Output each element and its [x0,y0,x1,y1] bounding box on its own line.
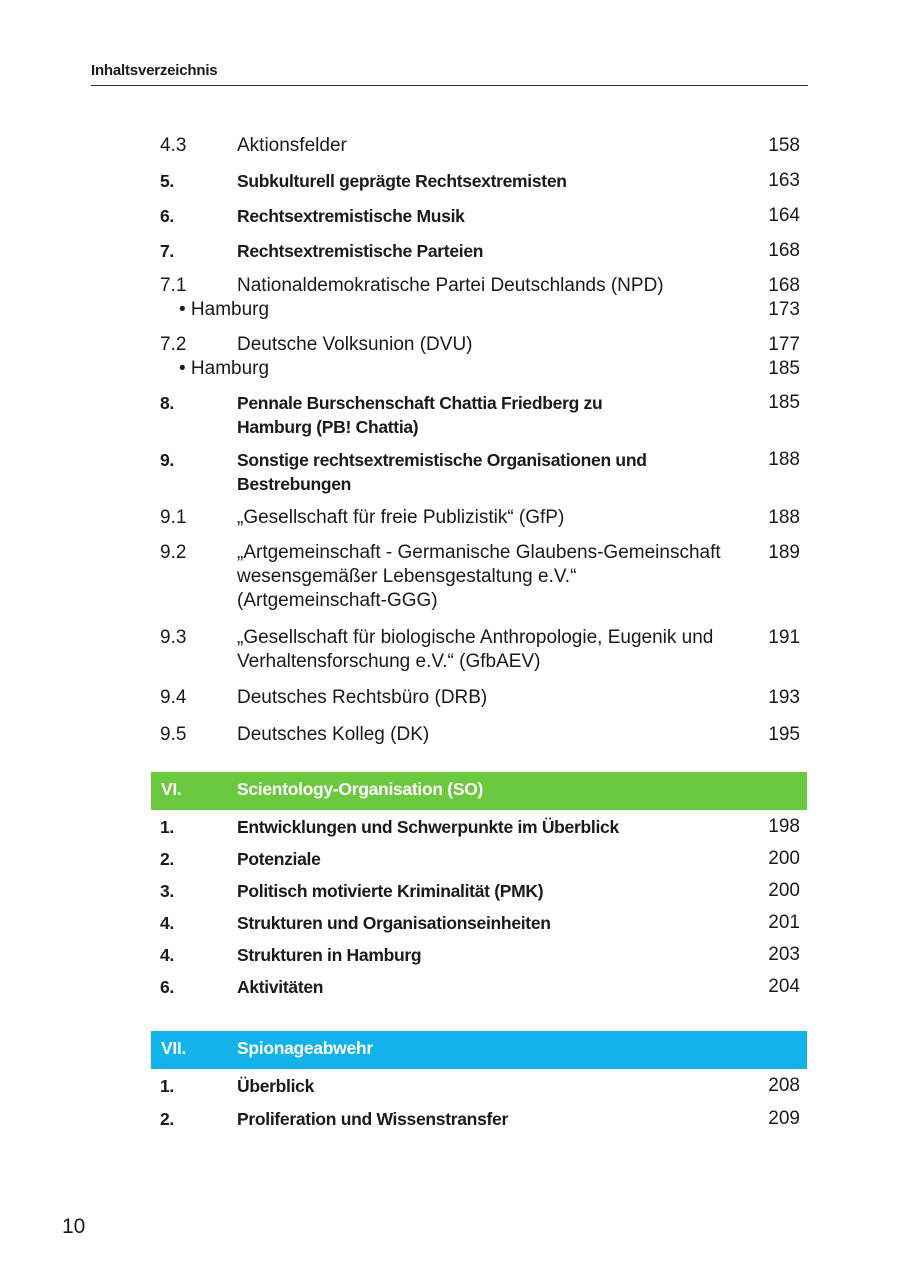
entry-page: 177 [768,334,800,355]
toc-entry[interactable] [160,134,800,158]
entry-page: 158 [768,135,800,156]
entry-number: 4. [160,945,174,965]
page-number: 10 [62,1215,86,1238]
entry-number: 2. [160,1109,174,1129]
entry-title: Proliferation und Wissenstransfer [237,1109,508,1129]
entry-page: 168 [768,240,800,261]
entry-page: 208 [768,1075,800,1096]
toc-entry[interactable] [160,448,800,496]
toc-entry[interactable] [160,686,800,710]
header-rule [91,85,808,86]
entry-title: Deutsches Rechtsbüro (DRB) [237,687,488,708]
entry-title: Rechtsextremistische Musik [237,206,465,226]
entry-number: 7.1 [160,275,187,296]
toc-entry[interactable] [160,847,800,871]
toc-entry[interactable] [160,204,800,228]
toc-entry[interactable] [160,541,800,613]
entry-title: Entwicklungen und Schwerpunkte im Überblick [237,817,619,837]
entry-number: 9.2 [160,542,187,563]
entry-number: 6. [160,206,174,226]
entry-page: 168 [768,275,800,296]
toc-entry[interactable] [160,506,800,530]
entry-title: Strukturen und Organisationseinheiten [237,913,551,933]
entry-page: 198 [768,816,800,837]
toc-entry[interactable] [160,815,800,839]
entry-title: Aktivitäten [237,977,324,997]
entry-title: Nationaldemokratische Partei Deutschlands (NPD) [237,275,664,296]
entry-page: 195 [768,724,800,745]
toc-entry[interactable] [160,626,800,674]
section-number: VII. [161,1038,187,1058]
entry-number: 7.2 [160,334,187,355]
entry-page: 188 [768,507,800,528]
entry-number: 9.5 [160,724,187,745]
toc-entry[interactable] [160,723,800,747]
entry-subitem-page: 185 [768,358,800,379]
entry-title: „Gesellschaft für biologische Anthropologie, Eugenik und Verhaltensforschung e.V.“ (GfbAEV) [237,627,714,672]
entry-title: „Gesellschaft für freie Publizistik“ (GfP) [237,507,565,528]
entry-number: 5. [160,171,174,191]
entry-page: 209 [768,1108,800,1129]
entry-number: 1. [160,1076,174,1096]
entry-page: 188 [768,449,800,470]
entry-title: Sonstige rechtsextremistische Organisationen und Bestrebungen [237,450,647,494]
entry-page: 193 [768,687,800,708]
toc-entry[interactable] [160,911,800,935]
entry-page: 163 [768,170,800,191]
section-title: Spionageabwehr [237,1038,373,1058]
entry-number: 2. [160,849,174,869]
toc-entry[interactable] [160,1107,800,1131]
section-title: Scientology-Organisation (SO) [237,779,484,799]
toc-entry[interactable] [160,879,800,903]
toc-entry[interactable] [160,239,800,263]
toc-entry[interactable] [160,333,800,381]
entry-number: 9.3 [160,627,187,648]
toc-entry[interactable] [160,1074,800,1098]
section-header-vi[interactable] [151,772,807,810]
entry-page: 189 [768,542,800,563]
section-header-vii[interactable] [151,1031,807,1069]
entry-page: 191 [768,627,800,648]
entry-title: Strukturen in Hamburg [237,945,422,965]
entry-number: 3. [160,881,174,901]
toc-entry[interactable] [160,975,800,999]
entry-title: Potenziale [237,849,321,869]
toc-entry[interactable] [160,943,800,967]
entry-subitem-page: 173 [768,299,800,320]
entry-page: 185 [768,392,800,413]
entry-number: 4.3 [160,135,187,156]
running-title: Inhaltsverzeichnis [91,62,218,79]
entry-title: Aktionsfelder [237,135,347,156]
entry-page: 204 [768,976,800,997]
entry-title: Überblick [237,1076,315,1096]
toc-entry[interactable] [160,274,800,322]
entry-number: 8. [160,393,174,413]
toc-entry[interactable] [160,169,800,193]
entry-number: 9.4 [160,687,187,708]
entry-title: „Artgemeinschaft - Germanische Glaubens-Gemeinschaft wesensgemäßer Lebensgestaltung e.V.“ (Artgemeinschaft-GGG) [237,542,721,611]
entry-number: 1. [160,817,174,837]
entry-number: 6. [160,977,174,997]
entry-subitem: • Hamburg [179,358,270,379]
entry-page: 201 [768,912,800,933]
section-number: VI. [161,779,182,799]
entry-number: 9. [160,450,174,470]
toc-entry[interactable] [160,391,800,439]
entry-number: 4. [160,913,174,933]
entry-number: 7. [160,241,174,261]
entry-title: Rechtsextremistische Parteien [237,241,484,261]
entry-title: Deutsches Kolleg (DK) [237,724,430,745]
entry-page: 203 [768,944,800,965]
entry-title: Pennale Burschenschaft Chattia Friedberg zu Hamburg (PB! Chattia) [237,393,603,437]
entry-page: 164 [768,205,800,226]
entry-title: Deutsche Volksunion (DVU) [237,334,473,355]
entry-page: 200 [768,880,800,901]
entry-page: 200 [768,848,800,869]
entry-title: Subkulturell geprägte Rechtsextremisten [237,171,567,191]
entry-number: 9.1 [160,507,187,528]
entry-title: Politisch motivierte Kriminalität (PMK) [237,881,544,901]
entry-subitem: • Hamburg [179,299,270,320]
